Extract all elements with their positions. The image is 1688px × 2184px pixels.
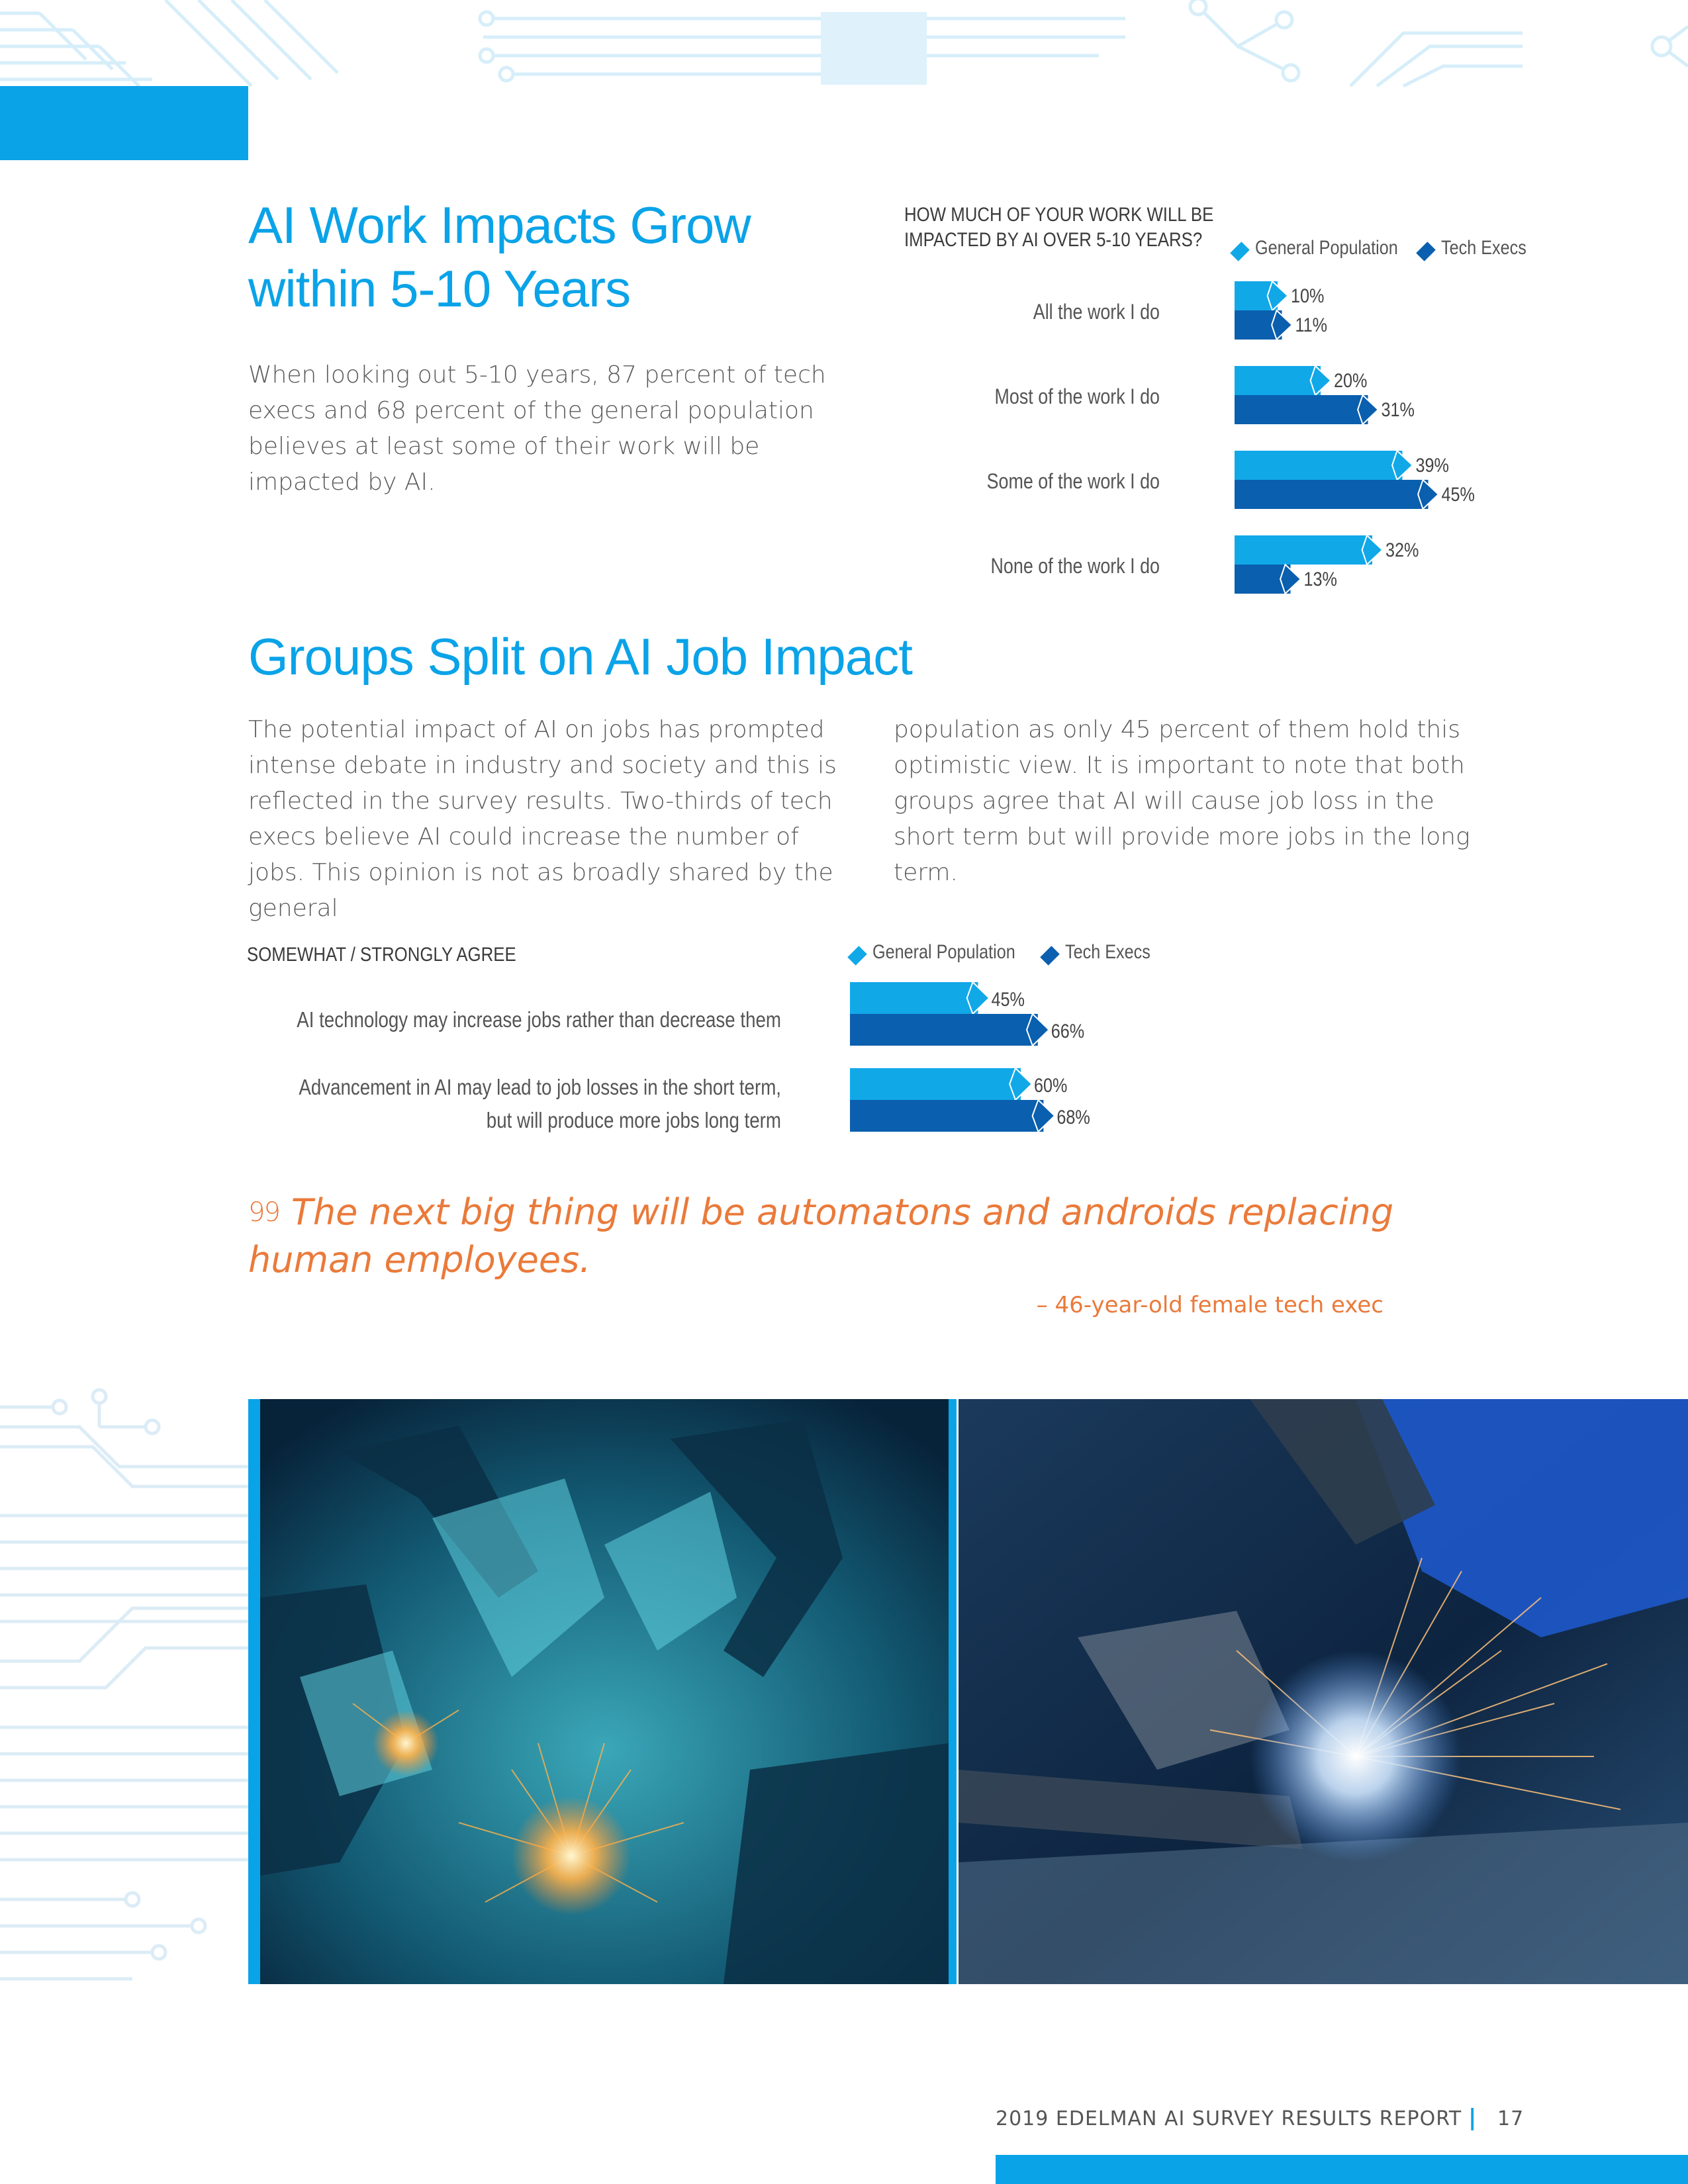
legend-label-general-population: General Population	[1255, 237, 1399, 259]
chart1-category-label: None of the work I do	[990, 554, 1160, 578]
chart1-plot	[861, 271, 1556, 602]
chart1-title	[904, 203, 1223, 253]
chart2-bar-general-population	[850, 982, 989, 1014]
chart1-title-line2: IMPACTED BY AI OVER 5-10 YEARS?	[904, 229, 1203, 251]
chart1-bar-tech-execs	[1235, 565, 1301, 594]
chart1-title-line1: HOW MUCH OF YOUR WORK WILL BE	[904, 204, 1214, 226]
chart2-legend	[850, 941, 1167, 968]
chart2-category-label: Advancement in AI may lead to job losses in the short term,	[299, 1075, 781, 1100]
chart2-category-label: AI technology may increase jobs rather than decrease them	[297, 1007, 782, 1032]
pull-quote	[248, 1189, 1427, 1284]
chart1-bar-tech-execs	[1235, 310, 1292, 340]
chart1-value-label: 10%	[1291, 284, 1325, 307]
chart1-bar-general-population	[1235, 535, 1382, 565]
chart1-value-label: 20%	[1334, 369, 1368, 392]
quote-mark-icon: 99	[248, 1197, 279, 1228]
section-title-line1: AI Work Impacts Grow	[248, 196, 751, 254]
section-title-ai-work-impacts	[248, 193, 778, 320]
quote-attribution: – 46-year-old female tech exec	[1036, 1292, 1383, 1318]
chart1-category-label: Most of the work I do	[994, 385, 1160, 409]
chart1-category-label: Some of the work I do	[986, 469, 1160, 494]
chart2-category-label: but will produce more jobs long term	[486, 1108, 781, 1133]
section2-body-col1: The potential impact of AI on jobs has prompted intense debate in industry and society and this is reflected in the survey results. Two-thirds of tech execs believe AI could increase the number of jobs. This opinion is not as broadly shared by the general	[248, 716, 837, 922]
section1-body: When looking out 5-10 years, 87 percent of tech execs and 68 percent of the general population believes at least some of their work will be impacted by AI.	[248, 361, 826, 496]
legend-marker-general-population	[1230, 242, 1250, 261]
legend-marker-tech-execs	[1416, 242, 1436, 261]
photo-robotic-welding-image	[260, 1399, 949, 1984]
legend-label-tech-execs: Tech Execs	[1441, 237, 1527, 259]
chart1-bar-general-population	[1235, 451, 1413, 480]
chart1-bar-tech-execs	[1235, 480, 1438, 509]
chart2-value-label: 68%	[1056, 1105, 1090, 1128]
chart1-value-label: 45%	[1441, 482, 1475, 506]
chart2-plot	[199, 973, 1523, 1152]
footer-separator: |	[1468, 2105, 1477, 2131]
circuit-decoration-top	[0, 0, 1688, 93]
photo-grinder-sparks-image	[959, 1399, 1688, 1984]
footer-report-title: 2019 EDELMAN AI SURVEY RESULTS REPORT	[996, 2107, 1462, 2130]
chart1-value-label: 13%	[1303, 567, 1337, 590]
section-title-line2: within 5-10 Years	[248, 259, 631, 318]
chart2-value-label: 45%	[991, 987, 1025, 1011]
footer-page-number: 17	[1497, 2107, 1524, 2130]
chart1-legend	[1233, 237, 1543, 263]
quote-text: The next big thing will be automatons and androids replacing human employees.	[248, 1191, 1394, 1281]
chart2-bar-general-population	[850, 1068, 1032, 1100]
legend-marker-tech-execs	[1040, 946, 1060, 966]
legend-marker-general-population	[847, 946, 867, 966]
chart1-category-label: All the work I do	[1033, 300, 1160, 324]
chart2-value-label: 66%	[1051, 1019, 1085, 1042]
chart2-bar-tech-execs	[850, 1014, 1049, 1046]
photo-grinder-sparks	[959, 1399, 1688, 1984]
bottom-accent-bar	[996, 2155, 1688, 2184]
section-title-groups-split: Groups Split on AI Job Impact	[248, 627, 912, 686]
chart1-value-label: 32%	[1385, 538, 1419, 561]
legend-label-tech-execs: Tech Execs	[1065, 941, 1151, 963]
section2-body-col2: population as only 45 percent of them hold this optimistic view. It is important to note that both groups agree that AI will cause job loss in the short term but will provide more jobs in the long term.	[894, 716, 1470, 886]
chart2-title: SOMEWHAT / STRONGLY AGREE	[247, 944, 516, 966]
top-accent-bar	[0, 86, 248, 160]
chart1-bar-general-population	[1235, 366, 1331, 395]
chart1-value-label: 31%	[1381, 398, 1415, 421]
chart2-value-label: 60%	[1034, 1073, 1068, 1097]
photo-robotic-welding	[248, 1399, 957, 1984]
chart1-value-label: 39%	[1415, 453, 1449, 477]
chart2-bar-tech-execs	[850, 1100, 1055, 1132]
chart1-bar-tech-execs	[1235, 395, 1378, 424]
chart1-value-label: 11%	[1295, 313, 1328, 336]
legend-label-general-population: General Population	[872, 941, 1016, 963]
circuit-decoration-left	[0, 1383, 252, 2005]
chart1-bar-general-population	[1235, 281, 1288, 310]
